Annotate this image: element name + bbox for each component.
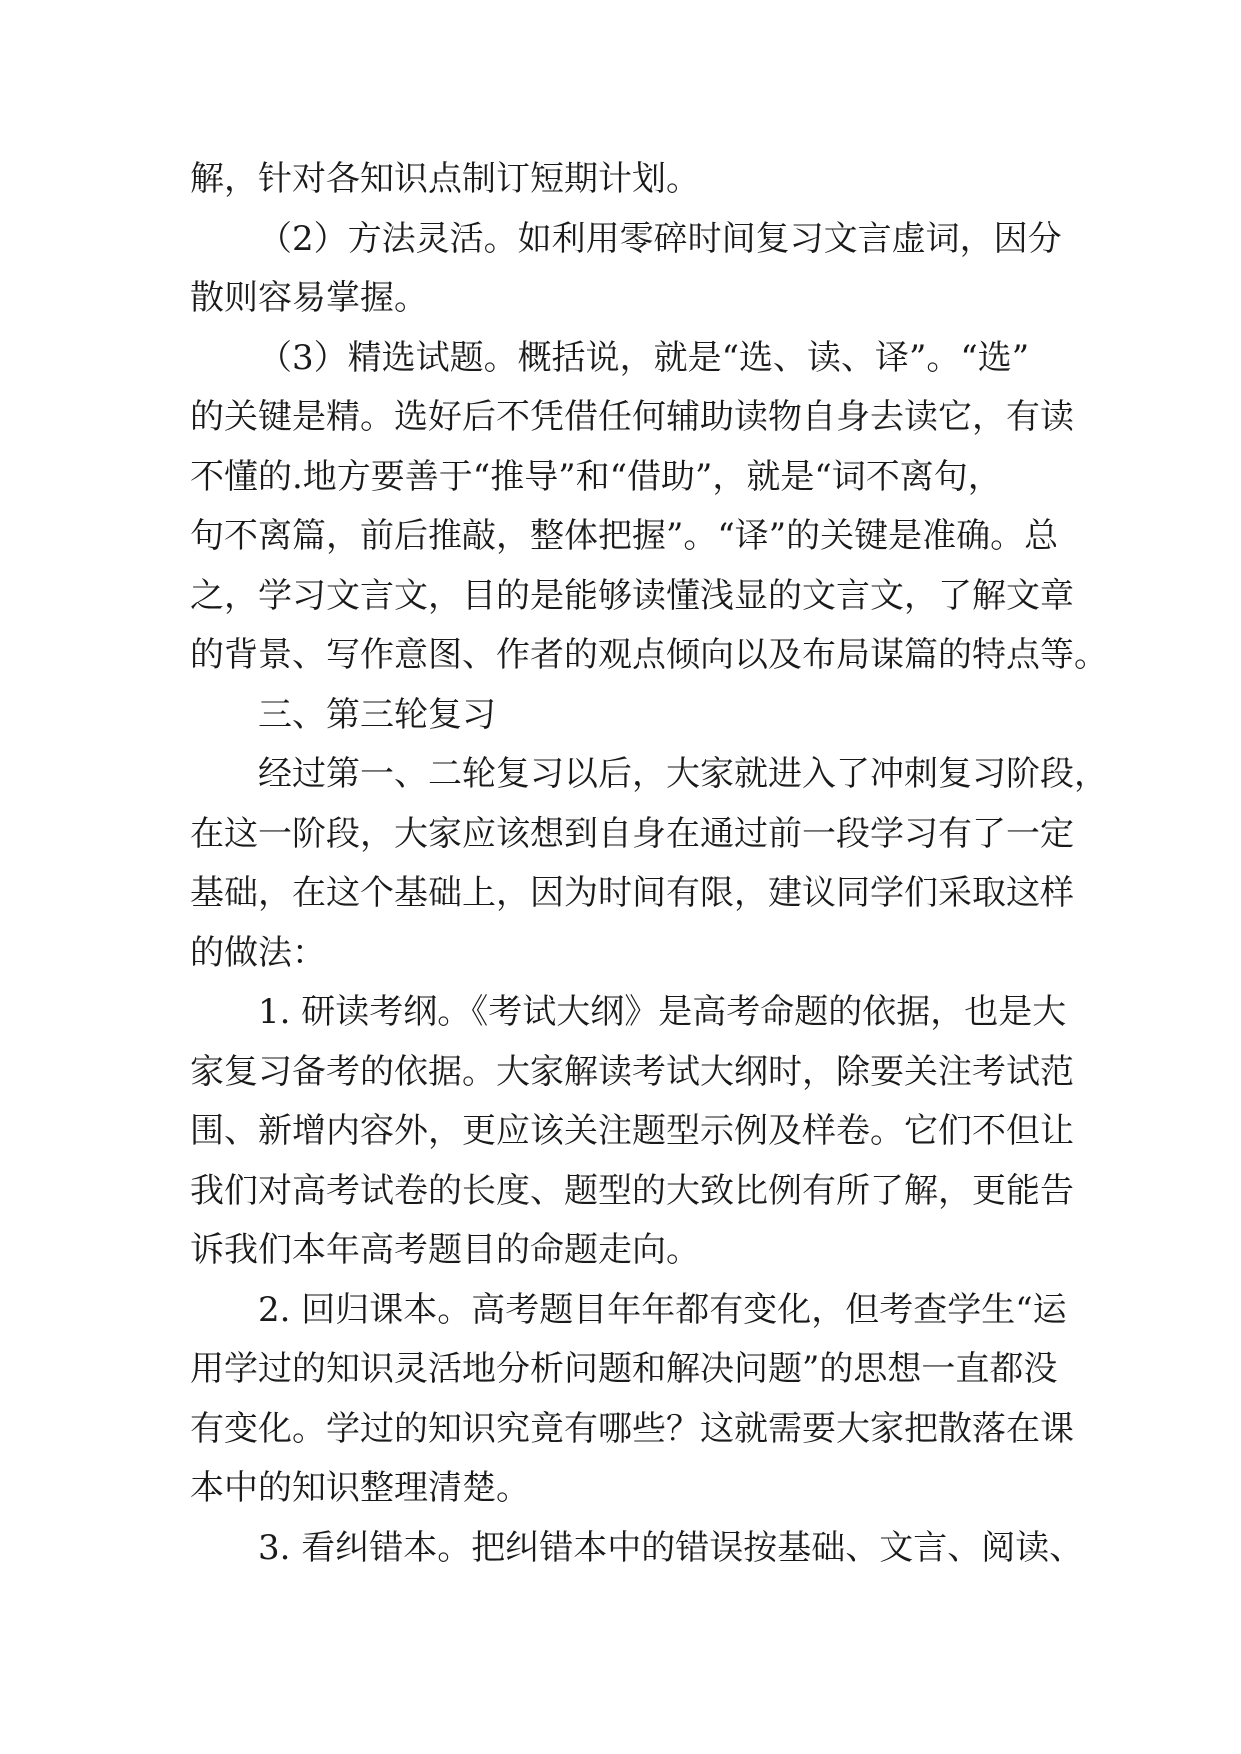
text-line: 我们对高考试卷的长度、题型的大致比例有所了解，更能告	[190, 1170, 1074, 1211]
text-line: （2）方法灵活。如利用零碎时间复习文言虚词，因分	[258, 218, 1062, 259]
text-line: 围、新增内容外，更应该关注题型示例及样卷。它们不但让	[190, 1111, 1074, 1151]
text-line: 有变化。学过的知识究竟有哪些？这就需要大家把散落在课	[190, 1408, 1074, 1449]
text-line: 散则容易掌握。	[190, 278, 428, 318]
text-line: 经过第一、二轮复习以后，大家就进入了冲刺复习阶段，	[258, 754, 1108, 794]
text-line: 诉我们本年高考题目的命题走向。	[190, 1230, 700, 1270]
text-line: 解，针对各知识点制订短期计划。	[190, 159, 700, 199]
text-line: 基础，在这个基础上，因为时间有限，建议同学们采取这样	[190, 873, 1074, 913]
text-line: 2. 回归课本。高考题目年年都有变化，但考查学生“运	[258, 1289, 1067, 1330]
text-line: 3. 看纠错本。把纠错本中的错误按基础、文言、阅读、	[258, 1527, 1084, 1568]
text-line: 本中的知识整理清楚。	[190, 1468, 530, 1508]
text-line: 用学过的知识灵活地分析问题和解决问题”的思想一直都没	[190, 1349, 1058, 1389]
text-line: （3）精选试题。概括说，就是“选、读、译”。“选”	[258, 337, 1030, 378]
text-line: 的背景、写作意图、作者的观点倾向以及布局谋篇的特点等。	[190, 635, 1108, 675]
text-line: 1. 研读考纲。《考试大纲》是高考命题的依据，也是大	[258, 992, 1067, 1032]
body-text	[190, 150, 1108, 1578]
text-line: 在这一阶段，大家应该想到自身在通过前一段学习有了一定	[190, 813, 1074, 854]
text-line: 家复习备考的依据。大家解读考试大纲时，除要关注考试范	[190, 1051, 1074, 1092]
text-line: 的做法：	[190, 932, 326, 973]
text-line: 之，学习文言文，目的是能够读懂浅显的文言文，了解文章	[190, 575, 1074, 616]
text-line: 句不离篇，前后推敲，整体把握”。“译”的关键是准确。总	[190, 516, 1059, 556]
text-line: 的关键是精。选好后不凭借任何辅助读物自身去读它，有读	[190, 397, 1074, 437]
text-line: 不懂的.地方要善于“推导”和“借助”，就是“词不离句，	[190, 456, 1002, 497]
section-heading: 三、第三轮复习	[258, 694, 496, 735]
